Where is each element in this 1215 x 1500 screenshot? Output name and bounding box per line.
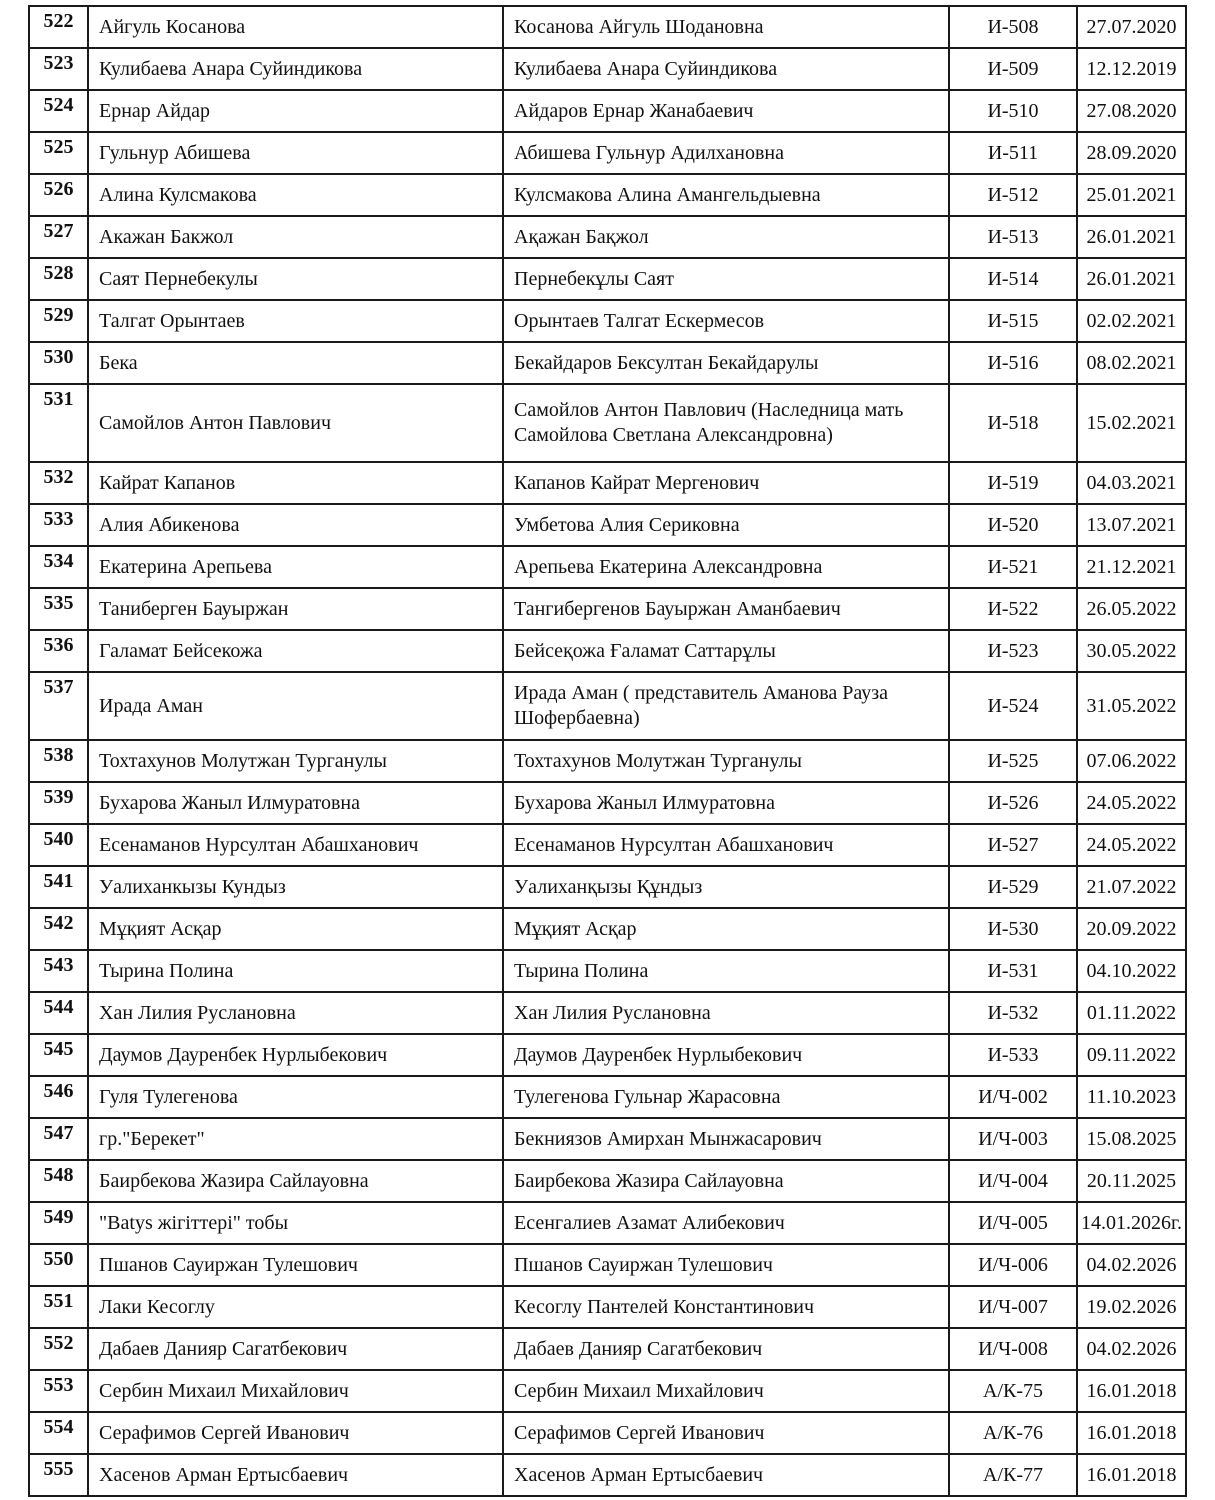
rights-holder: Ақажан Бақжол (503, 216, 949, 258)
row-number: 549 (29, 1202, 88, 1244)
table-row (29, 992, 1186, 1034)
artist-name: Бухарова Жаныл Илмуратовна (88, 782, 503, 824)
artist-name: Бека (88, 342, 503, 384)
row-number: 528 (29, 258, 88, 300)
row-number: 545 (29, 1034, 88, 1076)
registration-date: 28.09.2020 (1077, 132, 1186, 174)
row-number: 546 (29, 1076, 88, 1118)
row-number: 542 (29, 908, 88, 950)
registration-date: 20.11.2025 (1077, 1160, 1186, 1202)
table-row (29, 1286, 1186, 1328)
artist-name: Баирбекова Жазира Сайлауовна (88, 1160, 503, 1202)
registration-date: 07.06.2022 (1077, 740, 1186, 782)
row-number: 534 (29, 546, 88, 588)
registration-date: 02.02.2021 (1077, 300, 1186, 342)
artist-name: Уалиханкызы Кундыз (88, 866, 503, 908)
artist-name: Гуля Тулегенова (88, 1076, 503, 1118)
registration-code: И-512 (949, 174, 1077, 216)
artist-name: Мұқият Асқар (88, 908, 503, 950)
table-row (29, 908, 1186, 950)
row-number: 532 (29, 462, 88, 504)
row-number: 538 (29, 740, 88, 782)
artist-name: Кулибаева Анара Суйиндикова (88, 48, 503, 90)
table-row (29, 258, 1186, 300)
table-row (29, 740, 1186, 782)
artist-name: Хасенов Арман Ертысбаевич (88, 1454, 503, 1496)
rights-holder: Тангибергенов Бауыржан Аманбаевич (503, 588, 949, 630)
artist-name: гр."Берекет" (88, 1118, 503, 1160)
table-row (29, 300, 1186, 342)
registration-date: 24.05.2022 (1077, 782, 1186, 824)
rights-holder: Баирбекова Жазира Сайлауовна (503, 1160, 949, 1202)
table-row (29, 672, 1186, 740)
registration-code: А/К-76 (949, 1412, 1077, 1454)
registration-date: 19.02.2026 (1077, 1286, 1186, 1328)
table-row (29, 1328, 1186, 1370)
registration-code: И-514 (949, 258, 1077, 300)
artist-name: Акажан Бакжол (88, 216, 503, 258)
row-number: 524 (29, 90, 88, 132)
row-number: 551 (29, 1286, 88, 1328)
table-row (29, 546, 1186, 588)
row-number: 555 (29, 1454, 88, 1496)
registration-code: И-527 (949, 824, 1077, 866)
registration-code: И-533 (949, 1034, 1077, 1076)
registration-date: 27.08.2020 (1077, 90, 1186, 132)
registration-code: И/Ч-002 (949, 1076, 1077, 1118)
rights-holder: Айдаров Ернар Жанабаевич (503, 90, 949, 132)
row-number: 536 (29, 630, 88, 672)
registration-date: 16.01.2018 (1077, 1370, 1186, 1412)
registration-code: И-518 (949, 384, 1077, 462)
artist-name: Алия Абикенова (88, 504, 503, 546)
rights-holder: Бекниязов Амирхан Мынжасарович (503, 1118, 949, 1160)
registration-date: 12.12.2019 (1077, 48, 1186, 90)
registration-date: 11.10.2023 (1077, 1076, 1186, 1118)
row-number: 539 (29, 782, 88, 824)
rights-holder: Бухарова Жаныл Илмуратовна (503, 782, 949, 824)
rights-holder: Тулегенова Гульнар Жарасовна (503, 1076, 949, 1118)
registration-code: И/Ч-005 (949, 1202, 1077, 1244)
table-row (29, 384, 1186, 462)
rights-holder: Самойлов Антон Павлович (Наследница мать Самойлова Светлана Александровна) (503, 384, 949, 462)
table-row (29, 1370, 1186, 1412)
registration-date: 16.01.2018 (1077, 1454, 1186, 1496)
table-row (29, 1076, 1186, 1118)
registration-code: И-520 (949, 504, 1077, 546)
row-number: 540 (29, 824, 88, 866)
rights-holder: Пшанов Сауиржан Тулешович (503, 1244, 949, 1286)
registration-code: И/Ч-007 (949, 1286, 1077, 1328)
artist-name: Сербин Михаил Михайлович (88, 1370, 503, 1412)
table-row (29, 824, 1186, 866)
table-row (29, 1034, 1186, 1076)
rights-holder: Мұқият Асқар (503, 908, 949, 950)
artist-name: Ирада Аман (88, 672, 503, 740)
registration-code: А/К-77 (949, 1454, 1077, 1496)
registry-table (28, 5, 1187, 1497)
rights-holder: Бекайдаров Бексултан Бекайдарулы (503, 342, 949, 384)
table-row (29, 216, 1186, 258)
row-number: 526 (29, 174, 88, 216)
artist-name: Хан Лилия Руслановна (88, 992, 503, 1034)
artist-name: Пшанов Сауиржан Тулешович (88, 1244, 503, 1286)
artist-name: Екатерина Арепьева (88, 546, 503, 588)
registration-code: И-510 (949, 90, 1077, 132)
registration-code: И-531 (949, 950, 1077, 992)
registration-date: 04.03.2021 (1077, 462, 1186, 504)
rights-holder: Сербин Михаил Михайлович (503, 1370, 949, 1412)
registration-code: И-519 (949, 462, 1077, 504)
registration-date: 31.05.2022 (1077, 672, 1186, 740)
table-row (29, 48, 1186, 90)
table-row (29, 866, 1186, 908)
registration-code: И-529 (949, 866, 1077, 908)
registration-date: 15.08.2025 (1077, 1118, 1186, 1160)
table-row (29, 132, 1186, 174)
rights-holder: Кесоглу Пантелей Константинович (503, 1286, 949, 1328)
registration-date: 21.07.2022 (1077, 866, 1186, 908)
rights-holder: Бейсеқожа Ғаламат Саттарұлы (503, 630, 949, 672)
artist-name: Дабаев Данияр Сагатбекович (88, 1328, 503, 1370)
registration-code: А/К-75 (949, 1370, 1077, 1412)
rights-holder: Пернебекұлы Саят (503, 258, 949, 300)
artist-name: Тырина Полина (88, 950, 503, 992)
row-number: 529 (29, 300, 88, 342)
registration-code: И/Ч-003 (949, 1118, 1077, 1160)
registration-date: 26.01.2021 (1077, 258, 1186, 300)
table-row (29, 1244, 1186, 1286)
registration-code: И-524 (949, 672, 1077, 740)
row-number: 554 (29, 1412, 88, 1454)
rights-holder: Тырина Полина (503, 950, 949, 992)
rights-holder: Абишева Гульнур Адилхановна (503, 132, 949, 174)
row-number: 525 (29, 132, 88, 174)
artist-name: Серафимов Сергей Иванович (88, 1412, 503, 1454)
rights-holder: Ирада Аман ( представитель Аманова Рауза Шофербаевна) (503, 672, 949, 740)
artist-name: Тохтахунов Молутжан Турганулы (88, 740, 503, 782)
table-row (29, 782, 1186, 824)
registration-code: И-516 (949, 342, 1077, 384)
registration-date: 30.05.2022 (1077, 630, 1186, 672)
registration-code: И-532 (949, 992, 1077, 1034)
registration-code: И-508 (949, 6, 1077, 48)
rights-holder: Капанов Кайрат Мергенович (503, 462, 949, 504)
artist-name: Алина Кулсмакова (88, 174, 503, 216)
artist-name: Талгат Орынтаев (88, 300, 503, 342)
row-number: 552 (29, 1328, 88, 1370)
rights-holder: Умбетова Алия Сериковна (503, 504, 949, 546)
row-number: 544 (29, 992, 88, 1034)
table-row (29, 950, 1186, 992)
row-number: 541 (29, 866, 88, 908)
registration-date: 04.02.2026 (1077, 1244, 1186, 1286)
artist-name: Кайрат Капанов (88, 462, 503, 504)
artist-name: Айгуль Косанова (88, 6, 503, 48)
registration-code: И-525 (949, 740, 1077, 782)
registration-date: 24.05.2022 (1077, 824, 1186, 866)
registration-date: 26.05.2022 (1077, 588, 1186, 630)
table-row (29, 6, 1186, 48)
registration-code: И-521 (949, 546, 1077, 588)
table-row (29, 504, 1186, 546)
rights-holder: Кулсмакова Алина Амангельдыевна (503, 174, 949, 216)
registration-date: 01.11.2022 (1077, 992, 1186, 1034)
row-number: 535 (29, 588, 88, 630)
rights-holder: Косанова Айгуль Шодановна (503, 6, 949, 48)
registration-date: 25.01.2021 (1077, 174, 1186, 216)
table-row (29, 462, 1186, 504)
table-row (29, 1118, 1186, 1160)
table-row (29, 90, 1186, 132)
row-number: 553 (29, 1370, 88, 1412)
registration-date: 21.12.2021 (1077, 546, 1186, 588)
registration-date: 26.01.2021 (1077, 216, 1186, 258)
row-number: 531 (29, 384, 88, 462)
artist-name: Ернар Айдар (88, 90, 503, 132)
artist-name: "Batys жігіттері" тобы (88, 1202, 503, 1244)
rights-holder: Хасенов Арман Ертысбаевич (503, 1454, 949, 1496)
registration-code: И-530 (949, 908, 1077, 950)
rights-holder: Тохтахунов Молутжан Турганулы (503, 740, 949, 782)
registration-date: 16.01.2018 (1077, 1412, 1186, 1454)
rights-holder: Даумов Дауренбек Нурлыбекович (503, 1034, 949, 1076)
registration-code: И-513 (949, 216, 1077, 258)
rights-holder: Серафимов Сергей Иванович (503, 1412, 949, 1454)
rights-holder: Дабаев Данияр Сагатбекович (503, 1328, 949, 1370)
registration-code: И/Ч-004 (949, 1160, 1077, 1202)
registration-code: И-515 (949, 300, 1077, 342)
registration-date: 09.11.2022 (1077, 1034, 1186, 1076)
rights-holder: Арепьева Екатерина Александровна (503, 546, 949, 588)
row-number: 523 (29, 48, 88, 90)
artist-name: Саят Пернебекулы (88, 258, 503, 300)
registration-date: 13.07.2021 (1077, 504, 1186, 546)
table-row (29, 174, 1186, 216)
row-number: 550 (29, 1244, 88, 1286)
table-row (29, 1160, 1186, 1202)
row-number: 530 (29, 342, 88, 384)
artist-name: Таниберген Бауыржан (88, 588, 503, 630)
artist-name: Гульнур Абишева (88, 132, 503, 174)
registration-code: И/Ч-006 (949, 1244, 1077, 1286)
rights-holder: Хан Лилия Руслановна (503, 992, 949, 1034)
rights-holder: Кулибаева Анара Суйиндикова (503, 48, 949, 90)
artist-name: Самойлов Антон Павлович (88, 384, 503, 462)
table-row (29, 1412, 1186, 1454)
table-row (29, 342, 1186, 384)
registration-code: И/Ч-008 (949, 1328, 1077, 1370)
rights-holder: Уалиханқызы Құндыз (503, 866, 949, 908)
registration-code: И-511 (949, 132, 1077, 174)
row-number: 522 (29, 6, 88, 48)
artist-name: Есенаманов Нурсултан Абашханович (88, 824, 503, 866)
registration-date: 20.09.2022 (1077, 908, 1186, 950)
rights-holder: Орынтаев Талгат Ескермесов (503, 300, 949, 342)
row-number: 543 (29, 950, 88, 992)
table-row (29, 630, 1186, 672)
registration-date: 27.07.2020 (1077, 6, 1186, 48)
registration-date: 04.10.2022 (1077, 950, 1186, 992)
registration-code: И-509 (949, 48, 1077, 90)
row-number: 537 (29, 672, 88, 740)
row-number: 547 (29, 1118, 88, 1160)
registration-date: 15.02.2021 (1077, 384, 1186, 462)
registration-code: И-526 (949, 782, 1077, 824)
row-number: 548 (29, 1160, 88, 1202)
registration-date: 14.01.2026г. (1077, 1202, 1186, 1244)
artist-name: Галамат Бейсекожа (88, 630, 503, 672)
table-row (29, 588, 1186, 630)
row-number: 533 (29, 504, 88, 546)
rights-holder: Есенаманов Нурсултан Абашханович (503, 824, 949, 866)
registration-date: 08.02.2021 (1077, 342, 1186, 384)
rights-holder: Есенгалиев Азамат Алибекович (503, 1202, 949, 1244)
registration-code: И-523 (949, 630, 1077, 672)
table-row (29, 1202, 1186, 1244)
table-row (29, 1454, 1186, 1496)
registration-date: 04.02.2026 (1077, 1328, 1186, 1370)
artist-name: Даумов Дауренбек Нурлыбекович (88, 1034, 503, 1076)
row-number: 527 (29, 216, 88, 258)
registry-body (29, 6, 1186, 1496)
artist-name: Лаки Кесоглу (88, 1286, 503, 1328)
registration-code: И-522 (949, 588, 1077, 630)
